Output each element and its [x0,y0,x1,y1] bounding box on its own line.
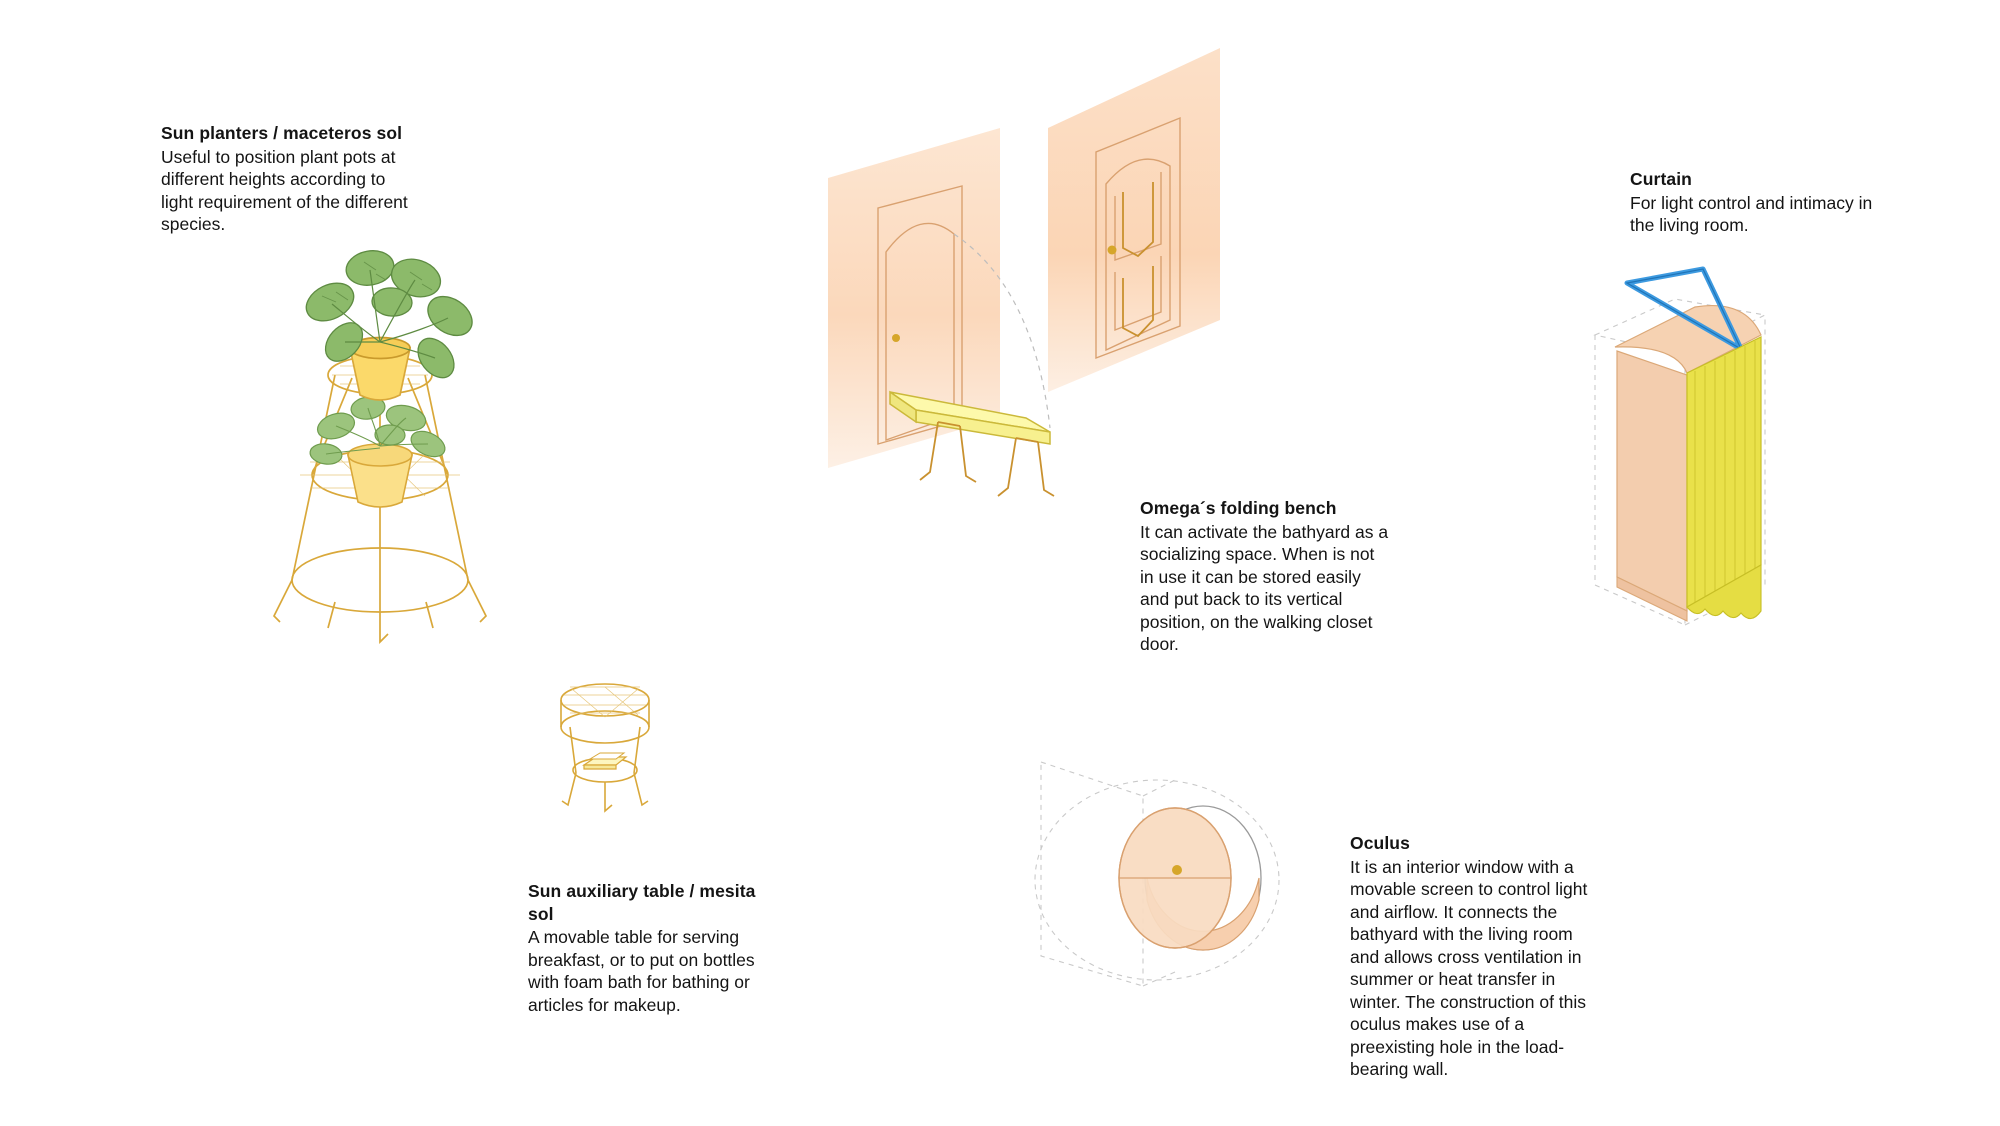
annotation-curtain [1630,168,1880,237]
annotation-body: It can activate the bathyard as a socializing space. When is not in use it can be stored easily and put back to its vertical position, on the walking closet door. [1140,521,1389,654]
annotation-body: Useful to position plant pots at different heights according to light requirement of the different species. [161,146,408,234]
oculus-illustration [1025,750,1325,1010]
annotation-body: It is an interior window with a movable screen to control light and airflow. It connects the bathyard with the living room and allows cross ventilation in summer or heat transfer in winter. The construction of this oculus makes use of a preexisting hole in the load-bearing wall. [1350,856,1588,1079]
annotation-body: A movable table for serving breakfast, or to put on bottles with foam bath for bathing or articles for makeup. [528,927,755,1015]
oculus-knob-dot [1172,865,1182,875]
annotation-sun-planters [161,122,421,236]
annotation-title: Curtain [1630,169,1692,189]
annotation-oculus [1350,832,1590,1081]
plant-stand-illustration [240,230,520,650]
auxiliary-table-illustration [540,665,670,825]
annotation-title: Sun auxiliary table / mesita sol [528,881,756,924]
annotation-title: Omega´s folding bench [1140,498,1337,518]
annotation-omega-folding-bench [1140,497,1390,656]
annotation-title: Oculus [1350,833,1410,853]
curtain-illustration [1575,255,1875,725]
annotation-body: For light control and intimacy in the living room. [1630,192,1873,235]
annotation-sun-auxiliary-table [528,880,778,1016]
door-knob-dot [892,334,900,342]
annotation-title: Sun planters / maceteros sol [161,123,403,143]
folding-bench-illustration [820,20,1340,580]
